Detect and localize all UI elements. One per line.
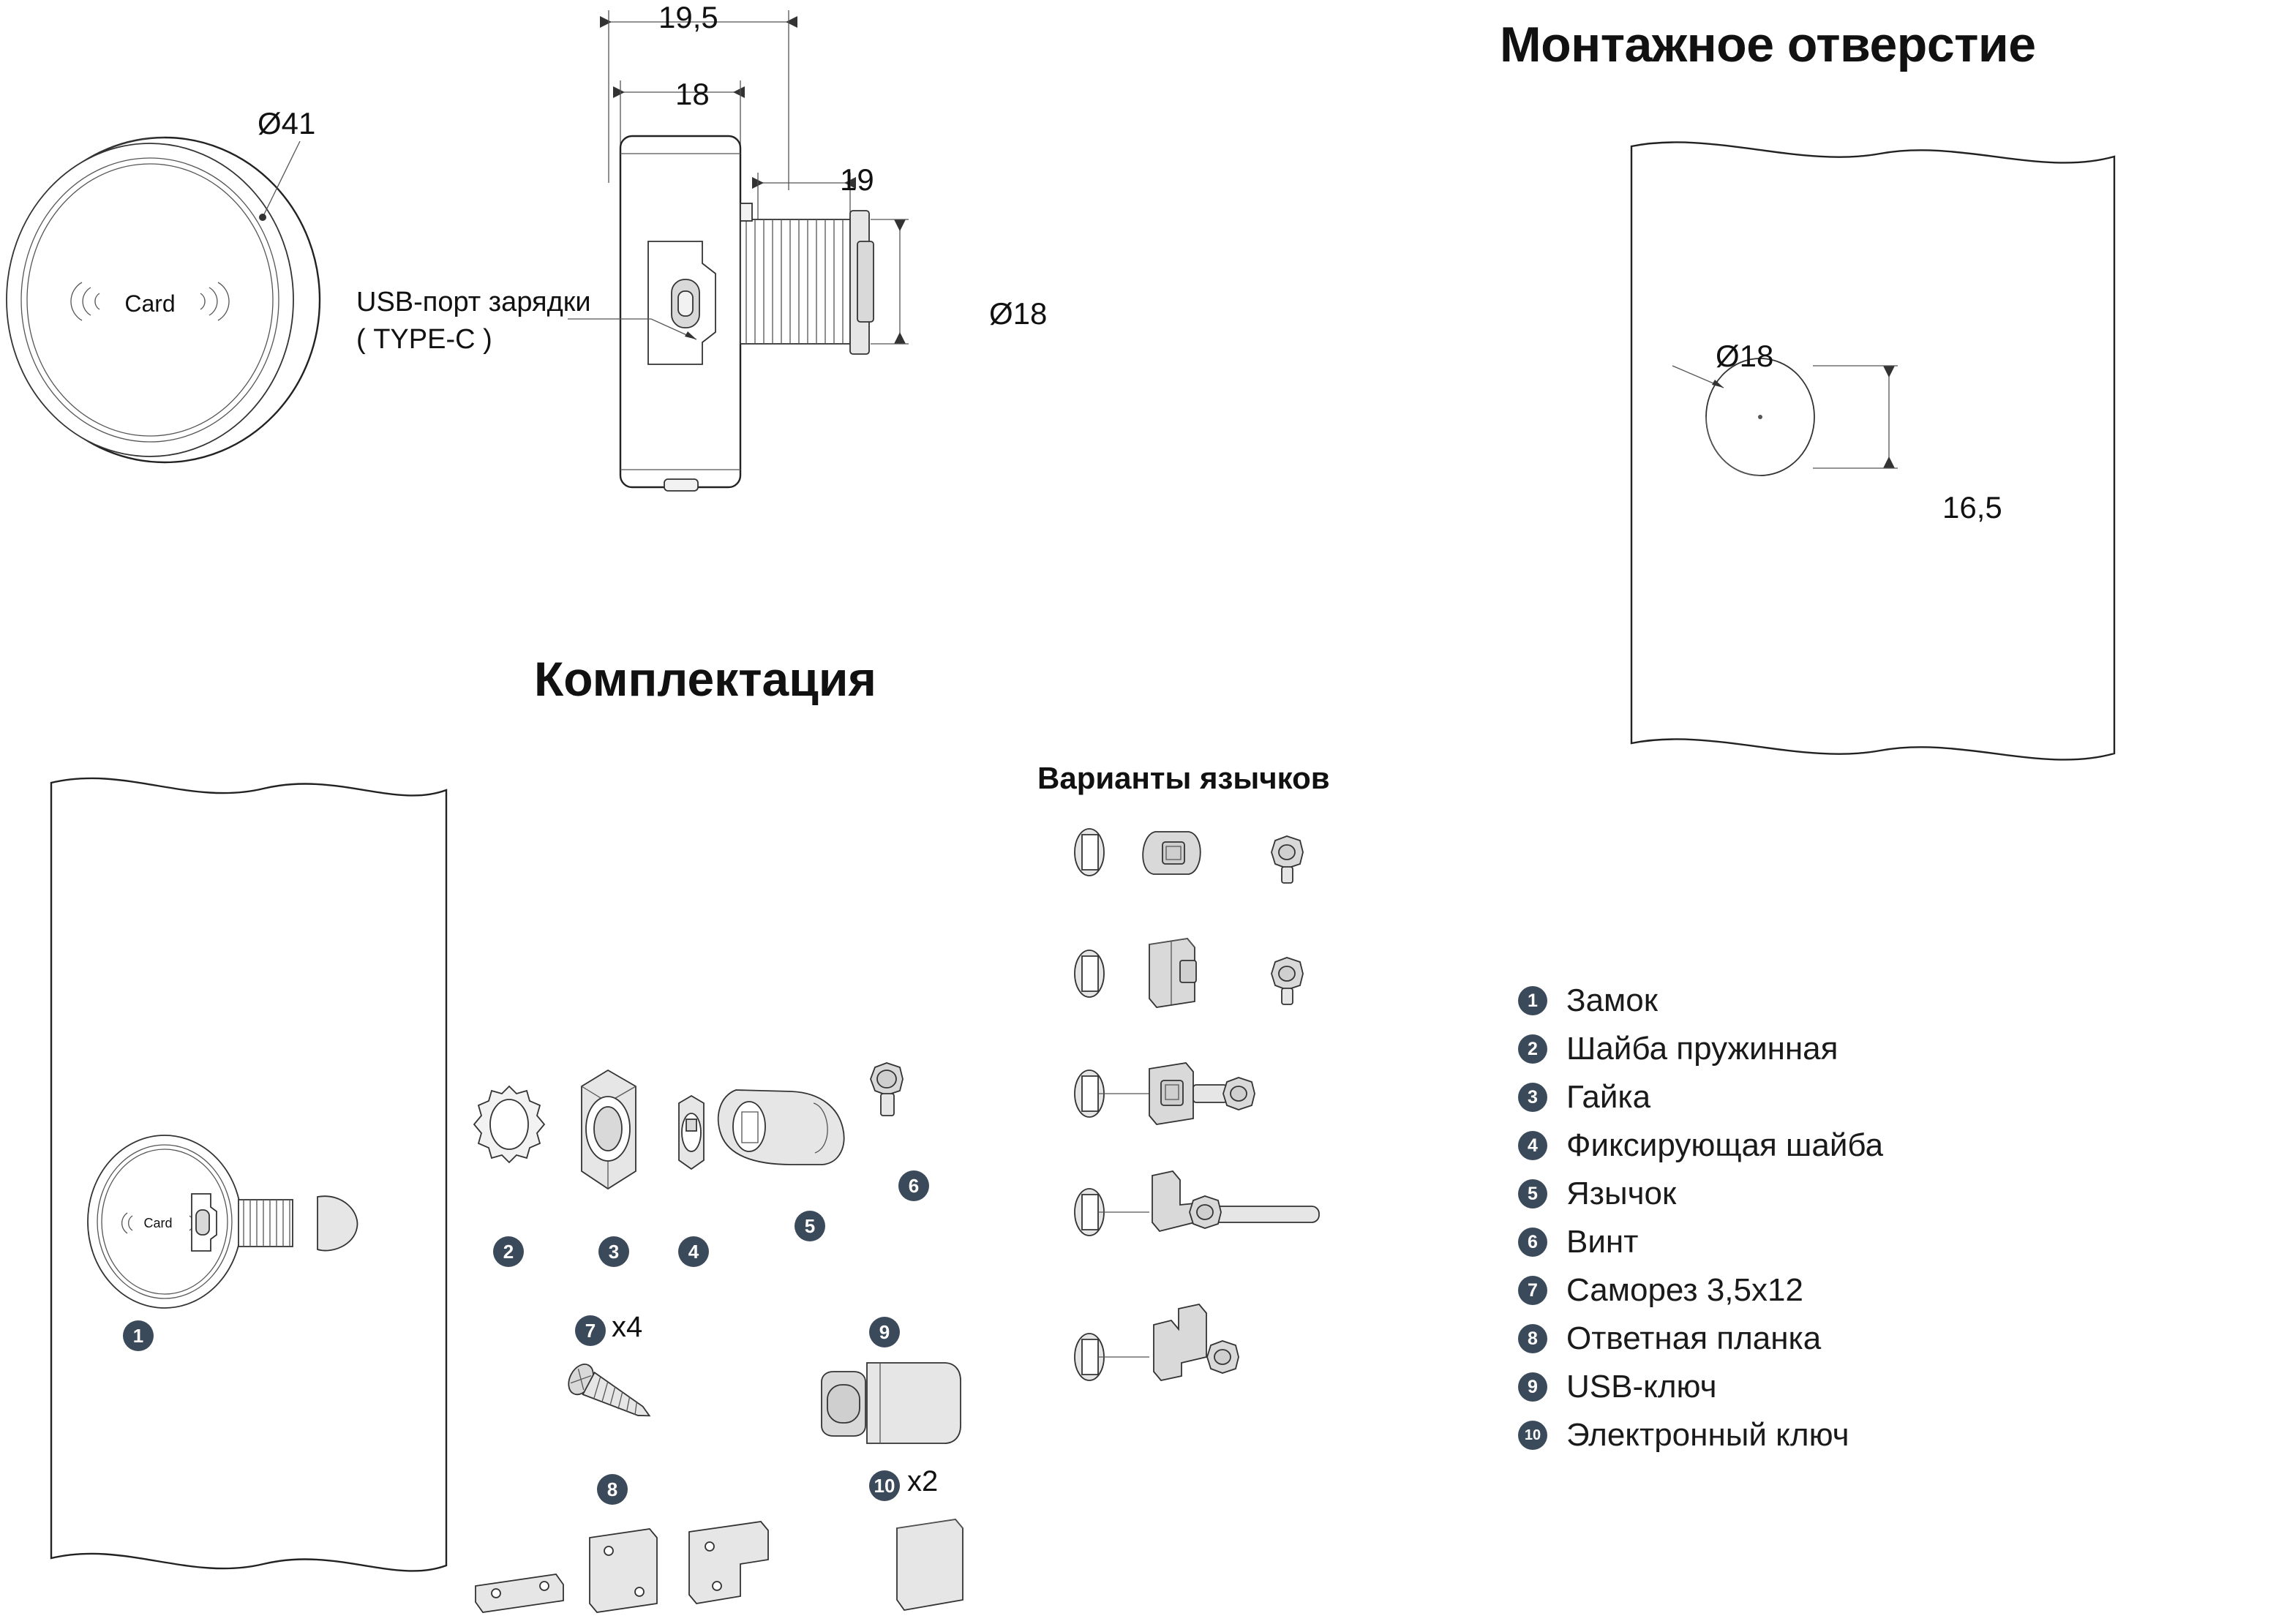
legend-bullet-10: 10	[1518, 1421, 1547, 1450]
badge-tab: 5	[795, 1211, 825, 1241]
badge-self-tap: 7	[575, 1315, 606, 1346]
legend-label-7: Саморез 3,5х12	[1566, 1272, 1803, 1308]
legend-bullet-4: 4	[1518, 1131, 1547, 1160]
legend-item-9	[1518, 1363, 1883, 1411]
part-tab	[704, 1075, 857, 1185]
legend-label-6: Винт	[1566, 1224, 1639, 1260]
legend-label-5: Язычок	[1566, 1176, 1677, 1211]
usb-port-callout	[356, 284, 591, 359]
dim-thread-diameter-label: Ø18	[989, 296, 1048, 331]
parts-legend	[1518, 977, 1883, 1459]
legend-item-10	[1518, 1411, 1883, 1459]
self-tap-qty: x4	[612, 1311, 643, 1343]
legend-item-2	[1518, 1025, 1883, 1073]
legend-item-7	[1518, 1266, 1883, 1315]
legend-item-6	[1518, 1218, 1883, 1266]
legend-item-8	[1518, 1315, 1883, 1363]
diameter-41-label: Ø41	[258, 106, 316, 140]
badge-lock: 1	[123, 1320, 154, 1351]
legend-label-10: Электронный ключ	[1566, 1417, 1849, 1453]
badge-spring-washer: 2	[493, 1236, 524, 1267]
legend-label-1: Замок	[1566, 982, 1659, 1018]
legend-bullet-6: 6	[1518, 1228, 1547, 1257]
legend-bullet-3: 3	[1518, 1083, 1547, 1112]
legend-item-4	[1518, 1121, 1883, 1170]
legend-label-8: Ответная планка	[1566, 1320, 1822, 1356]
legend-label-2: Шайба пружинная	[1566, 1031, 1838, 1067]
usb-callout-line2: ( TYPE-C )	[356, 324, 492, 356]
legend-bullet-1: 1	[1518, 986, 1547, 1015]
legend-label-3: Гайка	[1566, 1079, 1651, 1115]
part-nut	[560, 1064, 658, 1196]
tab-variants-drawing	[1064, 801, 1394, 1540]
legend-bullet-2: 2	[1518, 1034, 1547, 1064]
e-key-qty: x2	[907, 1465, 939, 1497]
card-text: Card	[124, 290, 176, 317]
part-screw	[857, 1057, 923, 1138]
dim-thread-length-label: 19	[840, 162, 874, 197]
legend-item-3	[1518, 1073, 1883, 1121]
dim-total-depth-label: 19,5	[658, 0, 718, 34]
side-view-drawing	[578, 0, 1024, 512]
legend-label-9: USB-ключ	[1566, 1369, 1717, 1405]
mounting-hole-drawing	[1602, 124, 2158, 783]
edge-distance-label: 16,5	[1942, 490, 2002, 525]
badge-nut: 3	[598, 1236, 629, 1267]
part-spring-washer	[465, 1079, 553, 1181]
kit-door-panel	[22, 739, 490, 1624]
part-usb-key	[808, 1350, 977, 1467]
legend-bullet-9: 9	[1518, 1372, 1547, 1402]
hole-diameter-label: Ø18	[1716, 339, 1774, 373]
kit-title: Комплектация	[534, 652, 876, 706]
badge-fixing-washer: 4	[678, 1236, 709, 1267]
badge-screw: 6	[898, 1170, 929, 1201]
badge-e-key: 10	[869, 1470, 900, 1501]
legend-bullet-8: 8	[1518, 1324, 1547, 1353]
dim-body-width-label: 18	[675, 77, 710, 111]
svg-text:Card: Card	[143, 1216, 173, 1230]
mounting-hole-title: Монтажное отверстие	[1500, 17, 2036, 72]
legend-item-1	[1518, 977, 1883, 1025]
legend-label-4: Фиксирующая шайба	[1566, 1127, 1884, 1163]
part-electronic-key	[878, 1503, 988, 1620]
diameter-41-leader	[219, 128, 380, 274]
badge-strike-plate: 8	[597, 1474, 628, 1505]
legend-bullet-7: 7	[1518, 1276, 1547, 1305]
legend-item-5	[1518, 1170, 1883, 1218]
usb-callout-line1: USB-порт зарядки	[356, 287, 591, 317]
legend-bullet-5: 5	[1518, 1179, 1547, 1208]
tab-variants-title: Варианты язычков	[1037, 761, 1330, 795]
part-self-tapping-screw	[556, 1357, 673, 1437]
part-strike-plates	[454, 1500, 819, 1617]
badge-usb-key: 9	[869, 1317, 900, 1347]
